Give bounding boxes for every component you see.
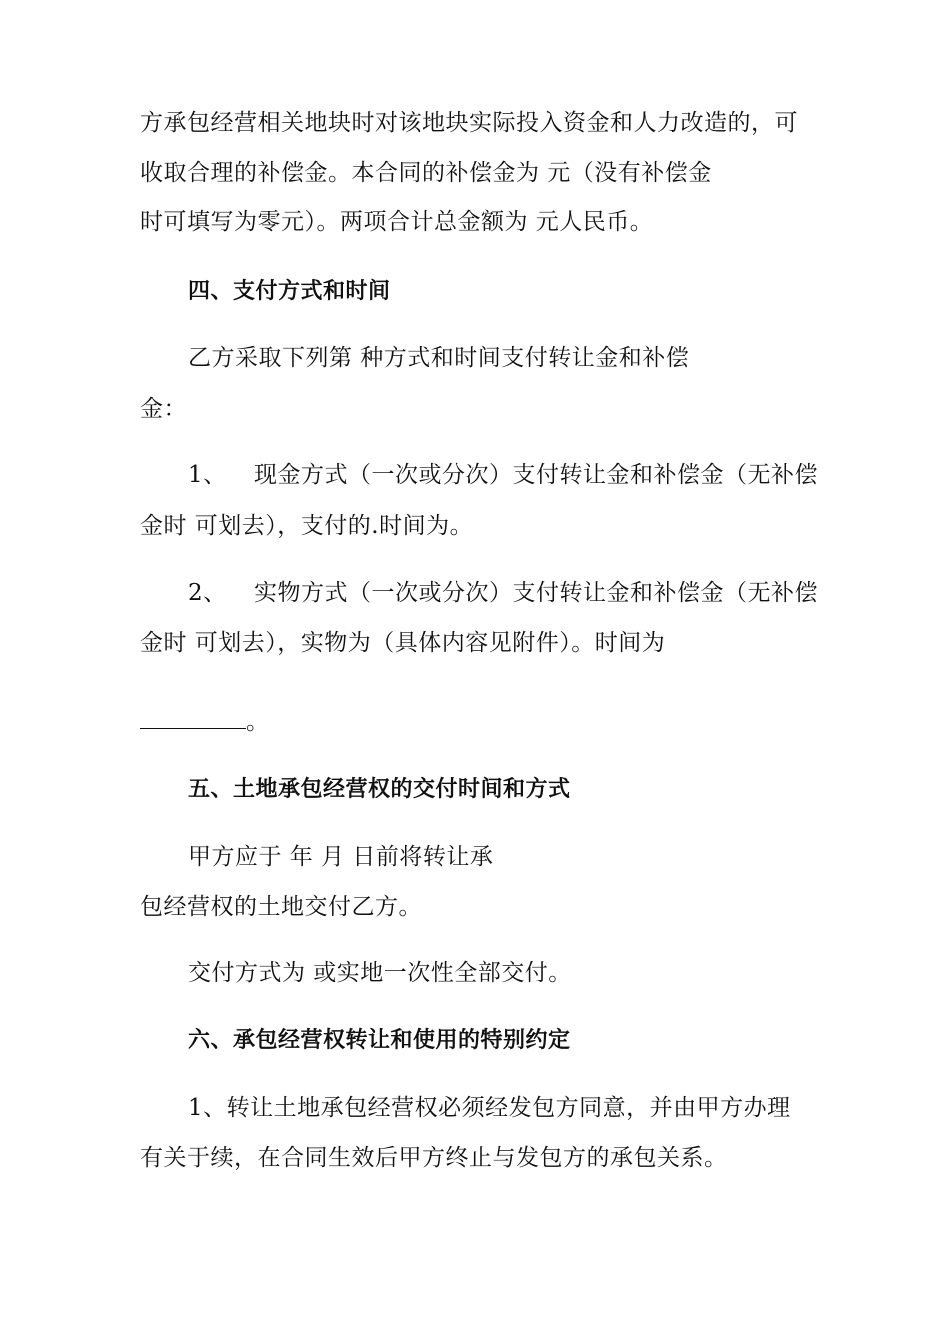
list-item-1 (188, 460, 818, 490)
body-line: 金时 可划去），支付的.时间为。 (140, 513, 474, 539)
body-line: 时可填写为零元）。两项合计总金额为 元人民币。 (140, 209, 654, 235)
body-line: 交付方式为 或实地一次性全部交付。 (188, 960, 572, 986)
body-line: 1、转让土地承包经营权必须经发包方同意，并由甲方办理 (188, 1095, 791, 1121)
body-line: 方承包经营相关地块时对该地块实际投入资金和人力改造的，可 (140, 110, 798, 136)
body-line: 乙方采取下列第 种方式和时间支付转让金和补偿 (188, 345, 690, 371)
body-line: 有关于续，在合同生效后甲方终止与发包方的承包关系。 (140, 1145, 728, 1171)
body-line: 金时 可划去），实物为（具体内容见附件）。时间为 (140, 630, 666, 656)
section-heading-4: 四、支付方式和时间 (188, 279, 391, 304)
fill-in-blank (140, 712, 246, 729)
section-heading-6: 六、承包经营权转让和使用的特别约定 (188, 1028, 571, 1053)
section-heading-5: 五、土地承包经营权的交付时间和方式 (188, 777, 571, 802)
list-number: 2、 (188, 580, 227, 606)
body-line: 金： (140, 396, 187, 422)
body-line: 甲方应于 年 月 日前将转让承 (188, 844, 494, 870)
list-item-2 (188, 578, 818, 608)
blank-fill-line (140, 707, 270, 737)
body-line: 收取合理的补偿金。本合同的补偿金为 元（没有补偿金 (140, 160, 712, 186)
list-number: 1、 (188, 462, 227, 488)
period-mark: 。 (246, 709, 270, 735)
list-item-text: 现金方式（一次或分次）支付转让金和补偿金（无补偿 (254, 462, 818, 488)
body-line: 包经营权的土地交付乙方。 (140, 894, 422, 920)
list-item-text: 实物方式（一次或分次）支付转让金和补偿金（无补偿 (254, 580, 818, 606)
